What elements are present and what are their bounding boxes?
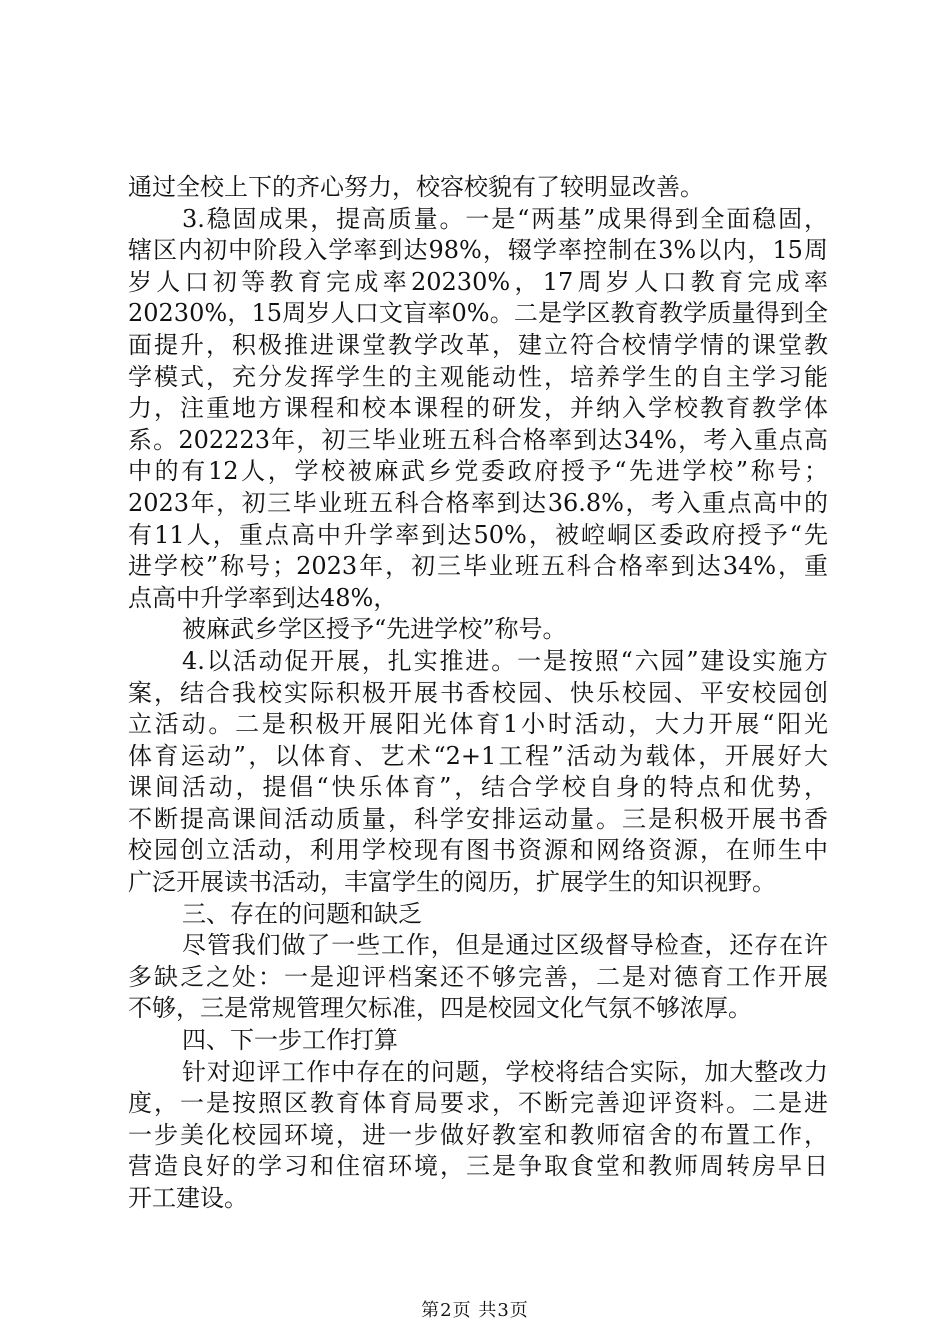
text-line: 多缺乏之处：一是迎评档案还不够完善，二是对德育工作开展 xyxy=(128,962,828,991)
text-line: 针对迎评工作中存在的问题，学校将结合实际，加大整改力 xyxy=(182,1057,828,1086)
text-line: 力，注重地方课程和校本课程的研发，并纳入学校教育教学体 xyxy=(128,394,828,423)
text-line: 立活动。二是积极开展阳光体育1小时活动，大力开展“阳光 xyxy=(128,710,828,739)
text-line: 体育运动”，以体育、艺术“2+1工程”活动为载体，开展好大 xyxy=(128,741,828,770)
text-line: 营造良好的学习和住宿环境，三是争取食堂和教师周转房早日 xyxy=(128,1152,828,1181)
text-line: 20230%，15周岁人口文盲率0%。二是学区教育教学质量得到全 xyxy=(128,299,828,328)
text-line: 面提升，积极推进课堂教学改革，建立符合校情学情的课堂教 xyxy=(128,330,828,359)
text-line: 四、下一步工作打算 xyxy=(182,1026,398,1055)
text-line: 度，一是按照区教育体育局要求，不断完善迎评资料。二是进 xyxy=(128,1089,828,1118)
text-line: 不够，三是常规管理欠标准，四是校园文化气氛不够浓厚。 xyxy=(128,994,752,1023)
text-line: 2023年，初三毕业班五科合格率到达36.8%，考入重点高中的 xyxy=(128,488,828,517)
text-line: 通过全校上下的齐心努力，校容校貌有了较明显改善。 xyxy=(128,173,704,201)
text-line: 中的有12人，学校被麻武乡党委政府授予“先进学校”称号； xyxy=(128,457,828,486)
text-line: 校园创立活动，利用学校现有图书资源和网络资源，在师生中 xyxy=(128,836,828,865)
document-body xyxy=(128,172,828,1215)
text-line: 广泛开展读书活动，丰富学生的阅历，扩展学生的知识视野。 xyxy=(128,868,776,897)
text-line: 进学校”称号；2023年，初三毕业班五科合格率到达34%，重 xyxy=(128,552,828,581)
text-line: 辖区内初中阶段入学率到达98%，辍学率控制在3%以内，15周 xyxy=(128,236,828,265)
text-line: 不断提高课间活动质量，科学安排运动量。三是积极开展书香 xyxy=(128,804,828,833)
text-line: 学模式，充分发挥学生的主观能动性，培养学生的自主学习能 xyxy=(128,362,828,391)
text-line: 三、存在的问题和缺乏 xyxy=(182,899,422,928)
page-number-label: 第2页 共3页 xyxy=(421,1300,529,1321)
text-line: 3.稳固成果，提高质量。一是“两基”成果得到全面稳固， xyxy=(182,204,828,233)
text-line: 案，结合我校实际积极开展书香校园、快乐校园、平安校园创 xyxy=(128,678,828,707)
text-line: 有11人，重点高中升学率到达50%，被崆峒区委政府授予“先 xyxy=(128,520,828,549)
page-footer xyxy=(0,1300,950,1322)
text-line: 点高中升学率到达48%， xyxy=(128,583,398,612)
text-line: 尽管我们做了一些工作，但是通过区级督导检查，还存在许 xyxy=(182,931,828,960)
text-line: 一步美化校园环境，进一步做好教室和教师宿舍的布置工作， xyxy=(128,1120,828,1149)
text-line: 岁人口初等教育完成率20230%，17周岁人口教育完成率 xyxy=(128,267,828,296)
text-line: 课间活动，提倡“快乐体育”，结合学校自身的特点和优势， xyxy=(128,773,828,802)
text-line: 被麻武乡学区授予“先进学校”称号。 xyxy=(182,615,567,644)
text-line: 开工建设。 xyxy=(128,1184,248,1212)
text-line: 系。202223年，初三毕业班五科合格率到达34%，考入重点高 xyxy=(128,425,828,454)
text-line: 4.以活动促开展，扎实推进。一是按照“六园”建设实施方 xyxy=(182,646,828,675)
